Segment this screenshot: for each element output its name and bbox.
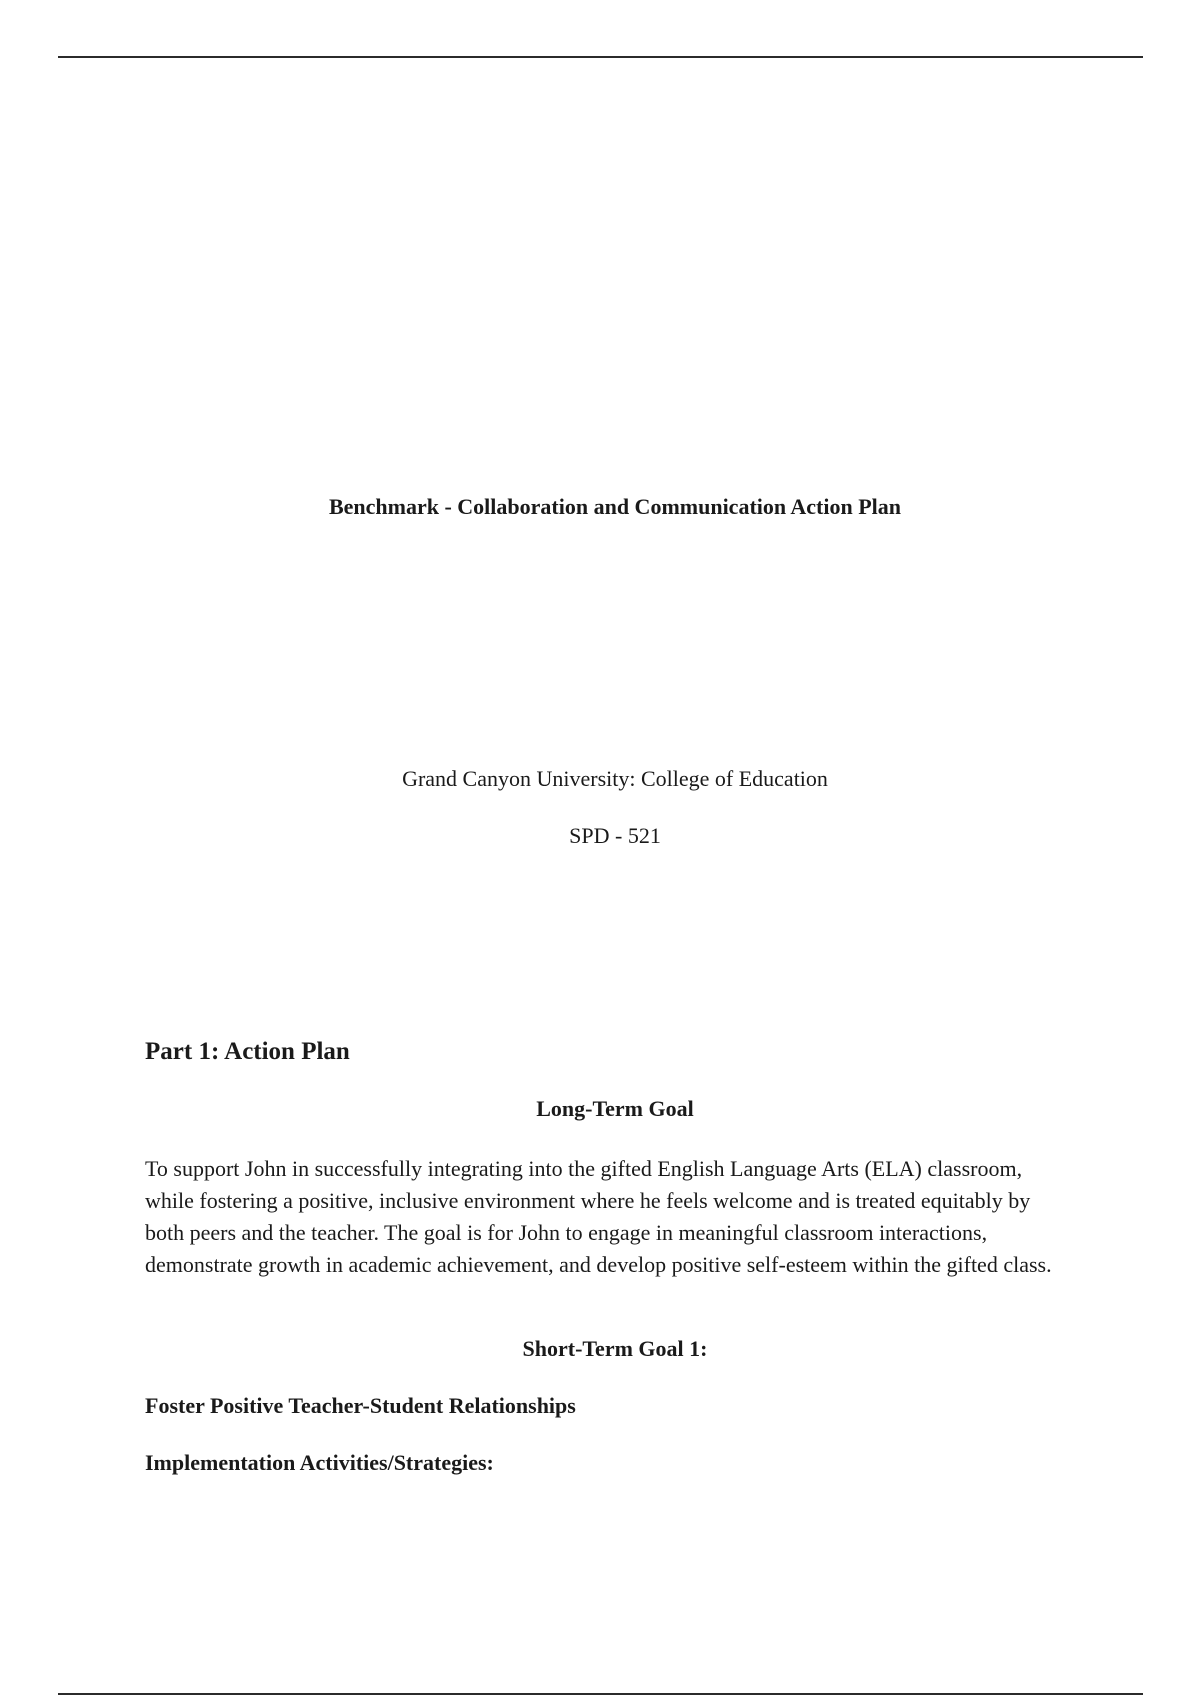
document-title: Benchmark - Collaboration and Communication Action Plan — [328, 494, 902, 519]
long-term-goal-heading: Long-Term Goal — [536, 1096, 694, 1121]
short-term-goal-1-name: Foster Positive Teacher-Student Relationships — [145, 1393, 576, 1418]
part-1-heading: Part 1: Action Plan — [145, 1038, 350, 1065]
institution-name: Grand Canyon University: College of Education — [402, 766, 828, 791]
footer-rule — [58, 1693, 1143, 1695]
implementation-heading: Implementation Activities/Strategies: — [145, 1450, 494, 1475]
long-term-goal-paragraph: To support John in successfully integrating into the gifted English Language Arts (ELA) classroom, while fostering a positive, inclusive environment where he feels welcome and is treated equitably by both peers and the teacher. The goal is for John to engage in meaningful classroom interactions, demonstrate growth in academic achievement, and develop positive self-esteem within the gifted class. — [145, 1156, 1052, 1277]
short-term-goal-1-heading: Short-Term Goal 1: — [522, 1336, 708, 1361]
course-code: SPD - 521 — [569, 823, 661, 848]
header-rule — [58, 56, 1143, 58]
